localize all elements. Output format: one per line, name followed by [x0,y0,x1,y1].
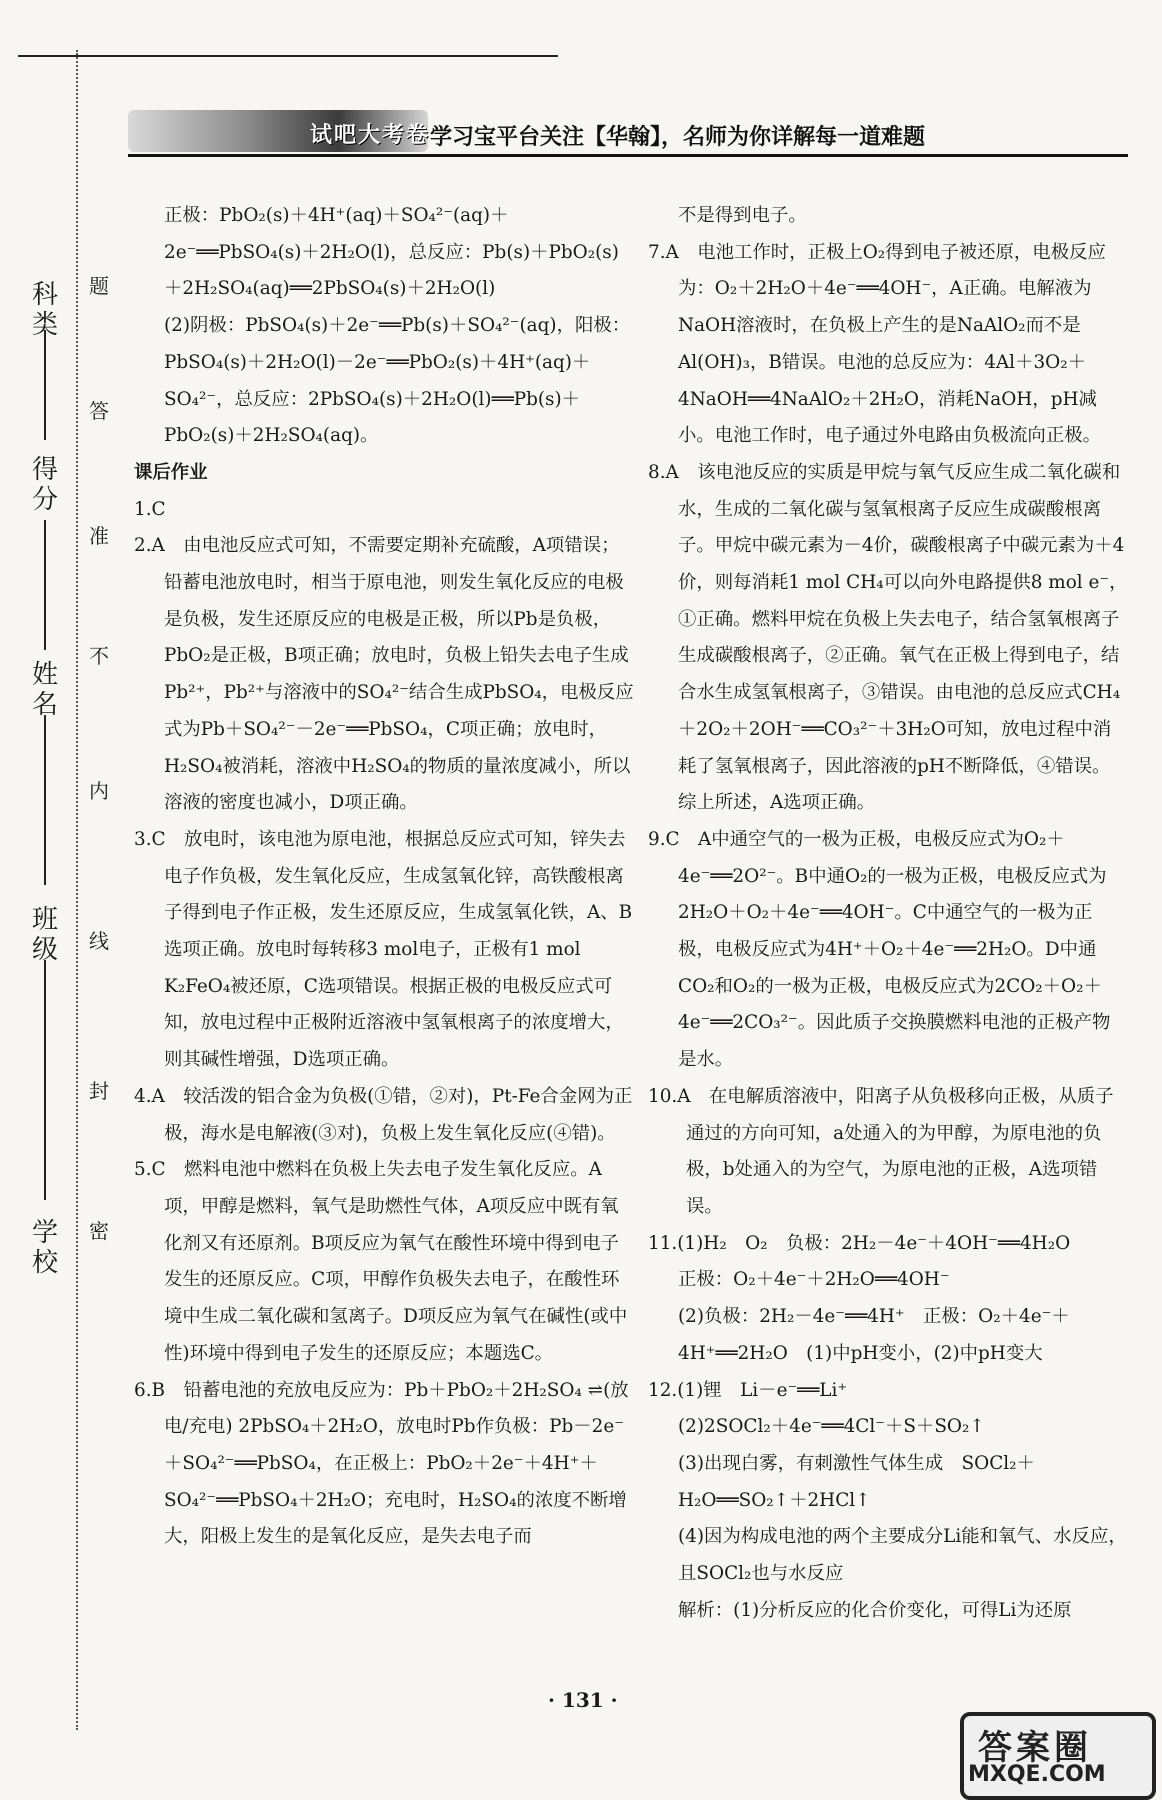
answer-paragraph: 7.A 电池工作时，正极上O₂得到电子被还原，电极反应为：O₂＋2H₂O＋4e⁻══4OH⁻，A正确。电解液为NaOH溶液时，在负极上产生的是NaAlO₂而不是Al(OH)₃，B错误。电池的总反应为：4Al＋3O₂＋4NaOH══4NaAlO₂＋2H₂O，消耗NaOH，pH减小。电池工作时，电子通过外电路由负极流向正极。 [648,241,1106,447]
margin-label-subject: 科类 [31,280,58,340]
answer-paragraph: 10.A 在电解质溶液中，阳离子从负极移向正极，从质子通过的方向可知，a处通入的为甲醇，为原电池的负极，b处通入的为空气，为原电池的正极，A选项错误。 [648,1085,1114,1217]
margin-line-name [44,520,46,650]
page-number: · 131 · [548,1688,618,1712]
answer-paragraph: 正极：PbO₂(s)＋4H⁺(aq)＋SO₄²⁻(aq)＋2e⁻══PbSO₄(s)＋2H₂O(l)，总反应：Pb(s)＋PbO₂(s)＋2H₂SO₄(aq)══2PbSO₄(s)＋2H₂O(l) [164,205,619,300]
margin-word-1: 密 [84,1215,114,1244]
answer-paragraph: 5.C 燃料电池中燃料在负极上失去电子发生氧化反应。A项，甲醇是燃料，氧气是助燃性气体，A项反应中既有氧化剂又有还原剂。B项反应为氧气在酸性环境中得到电子发生的还原反应。C项，甲醇作负极失去电子，在酸性环境中生成二氧化碳和氢离子。D项反应为氧气在碱性(或中性)环境中得到电子发生的还原反应；本题选C。 [134,1159,628,1364]
answer-paragraph: (2)2SOCl₂＋4e⁻══4Cl⁻＋S＋SO₂↑ [678,1416,985,1438]
header-slogan: 学习宝平台关注【华翰】，名师为你详解每一道难题 [430,125,926,150]
answer-paragraph: 12.(1)锂 Li－e⁻══Li⁺ [648,1379,848,1401]
binding-dotted-line [76,50,78,1730]
answer-paragraph: 不是得到电子。 [678,205,807,226]
margin-line-score [44,330,46,440]
answer-paragraph: (4)因为构成电池的两个主要成分Li能和氧气、水反应，且SOCl₂也与水反应 [678,1526,1127,1585]
answer-paragraph: 4.A 较活泼的铝合金为负极(①错，②对)，Pt-Fe合金网为正极，海水是电解液(③对)，负极上发生氧化反应(④错)。 [134,1085,633,1144]
answer-paragraph: (2)负极：2H₂－4e⁻══4H⁺ 正极：O₂＋4e⁻＋4H⁺══2H₂O (1)中pH变小，(2)中pH变大 [678,1306,1070,1364]
margin-word-2: 封 [84,1075,114,1104]
margin-word-6: 准 [84,520,114,549]
answer-paragraph: 9.C A中通空气的一极为正极，电极反应式为O₂＋4e⁻══2O²⁻。B中通O₂的一极为正极，电极反应式为2H₂O＋O₂＋4e⁻══4OH⁻。C中通空气的一极为正极，电极反应式为4H⁺＋O₂＋4e⁻══2H₂O。D中通CO₂和O₂的一极为正极，电极反应式为2CO₂＋O₂＋4e⁻══2CO₃²⁻。因此质子交换膜燃料电池的正极产物是水。 [648,828,1111,1071]
margin-label-school: 学校 [31,1218,58,1278]
watermark-text: 答案圈 [978,1728,1092,1768]
answer-paragraph: 6.B 铅蓄电池的充放电反应为：Pb＋PbO₂＋2H₂SO₄ ⇌(放电/充电) 2PbSO₄＋2H₂O，放电时Pb作负极：Pb－2e⁻＋SO₄²⁻══PbSO₄，在正极上：PbO₂＋2e⁻＋4H⁺＋SO₄²⁻══PbSO₄＋2H₂O；充电时，H₂SO₄的浓度不断增大，阳极上发生的是氧化反应，是失去电子而 [134,1379,629,1548]
section-title: 课后作业 [134,461,208,483]
margin-label-name: 姓名 [31,660,58,720]
answer-paragraph: 11.(1)H₂ O₂ 负极：2H₂－4e⁻＋4OH⁻══4H₂O [648,1232,1071,1254]
answer-paragraph: 8.A 该电池反应的实质是甲烷与氧气反应生成二氧化碳和水，生成的二氧化碳与氢氧根离子反应生成碳酸根离子。甲烷中碳元素为－4价，碳酸根离子中碳元素为＋4价，则每消耗1 mol CH₄可以向外电路提供8 mol e⁻，①正确。燃料甲烷在负极上失去电子，结合氢氧根离子生成碳酸根离子，②正确。氧气在正极上得到电子，结合水生成氢氧根离子，③错误。由电池的总反应式CH₄＋2O₂＋2OH⁻══CO₃²⁻＋3H₂O可知，放电过程中消耗了氢氧根离子，因此溶液的pH不断降低，④错误。综上所述，A选项正确。 [648,461,1128,814]
margin-word-7: 答 [84,395,114,424]
margin-line-class [44,715,46,885]
left-column [134,198,634,1556]
watermark-url: MXQE.COM [968,1762,1106,1787]
margin-word-8: 题 [84,270,114,299]
header-top-rule [18,55,558,57]
margin-line-school [44,960,46,1200]
answer-paragraph: (2)阴极：PbSO₄(s)＋2e⁻══Pb(s)＋SO₄²⁻(aq)，阳极：PbSO₄(s)＋2H₂O(l)－2e⁻══PbO₂(s)＋4H⁺(aq)＋SO₄²⁻，总反应：2PbSO₄(s)＋2H₂O(l)══Pb(s)＋PbO₂(s)＋2H₂SO₄(aq)。 [164,315,631,447]
answer-paragraph: 1.C [134,498,166,520]
margin-word-4: 内 [84,775,114,804]
margin-label-score: 得分 [31,455,58,515]
header-logo-text: 试吧大考卷 [310,123,431,148]
right-column [648,198,1128,1629]
answer-paragraph: 解析：(1)分析反应的化合价变化，可得Li为还原 [678,1599,1072,1621]
margin-word-5: 不 [84,640,114,669]
answer-paragraph: 2.A 由电池反应式可知，不需要定期补充硫酸，A项错误；铅蓄电池放电时，相当于原电池，则发生氧化反应的电极是负极，发生还原反应的电极是正极，所以Pb是负极，PbO₂是正极，B项正确；放电时，负极上铅失去电子生成Pb²⁺，Pb²⁺与溶液中的SO₄²⁻结合生成PbSO₄，电极反应式为Pb＋SO₄²⁻－2e⁻══PbSO₄，C项正确；放电时，H₂SO₄被消耗，溶液中H₂SO₄的物质的量浓度减小，所以溶液的密度也减小，D项正确。 [134,535,634,814]
header-rule [128,154,1128,157]
answer-paragraph: (3)出现白雾，有刺激性气体生成 SOCl₂＋H₂O══SO₂↑＋2HCl↑ [678,1452,1035,1511]
margin-word-3: 线 [84,925,114,954]
answer-paragraph: 3.C 放电时，该电池为原电池，根据总反应式可知，锌失去电子作负极，发生氧化反应，生成氢氧化锌，高铁酸根离子得到电子作正极，发生还原反应，生成氢氧化铁，A、B选项正确。放电时每转移3 mol电子，正极有1 mol K₂FeO₄被还原，C选项错误。根据正极的电极反应式可知，放电过程中正极附近溶液中氢氧根离子的浓度增大，则其碱性增强，D选项正确。 [134,828,633,1071]
answer-paragraph: 正极：O₂＋4e⁻＋2H₂O══4OH⁻ [678,1269,950,1291]
margin-label-class: 班级 [31,905,58,965]
